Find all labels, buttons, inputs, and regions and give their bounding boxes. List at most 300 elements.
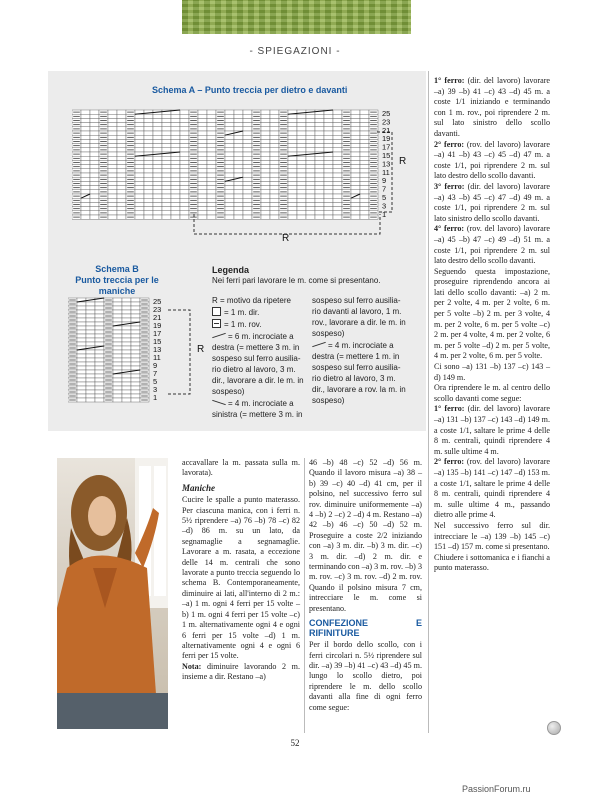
model-illustration (57, 458, 168, 729)
chart-cell (81, 152, 90, 156)
chart-cell (77, 386, 86, 390)
chart-cell (90, 207, 99, 211)
chart-cell (90, 131, 99, 135)
chart-cell (77, 370, 86, 374)
chart-cell (77, 350, 86, 354)
chart-cell (234, 211, 243, 215)
knit-stitch-icon (212, 307, 221, 316)
legend-item-repeat: R = motivo da ripetere (212, 296, 291, 305)
chart-cell (333, 114, 342, 118)
right-paragraph-4: Nel successivo ferro sul dir. intrecciare le –a) 139 –b) 145 –c) 151 –d) 157 m. come si presentano. (434, 520, 550, 552)
chart-cell (324, 181, 333, 185)
chart-cell (108, 160, 117, 164)
chart-cell (117, 194, 126, 198)
chart-cell (117, 198, 126, 202)
chart-cell (90, 202, 99, 206)
chart-cell (162, 144, 171, 148)
chart-cell (360, 177, 369, 181)
section-title: - SPIEGAZIONI - (249, 46, 341, 57)
chart-cell (153, 123, 162, 127)
chart-cell (225, 160, 234, 164)
chart-cell (135, 194, 144, 198)
chart-cell (90, 181, 99, 185)
schema-a-row-number: 9 (382, 176, 387, 186)
chart-cell (135, 131, 144, 135)
chart-cell (261, 152, 270, 156)
chart-cell (162, 181, 171, 185)
chart-cell (243, 152, 252, 156)
chart-cell (234, 169, 243, 173)
chart-cell (225, 169, 234, 173)
chart-cell (144, 194, 153, 198)
chart-cell (360, 165, 369, 169)
chart-cell (243, 181, 252, 185)
chart-cell (180, 186, 189, 190)
chart-cell (122, 378, 131, 382)
chart-cell (95, 358, 104, 362)
chart-cell (144, 190, 153, 194)
schema-b-row-number: 11 (153, 353, 161, 362)
chart-cell (315, 160, 324, 164)
chart-cell (234, 114, 243, 118)
right-paragraph-1: Seguendo questa impostazione, proseguire riprendendo ancora ai lati dello scollo davanti: –a) 2 m. per 2 volte, 4 m. per 2 volte, 6 m. per 5 volte –b) 2 m. per 3 volte, 4 m. per 2 volte, 6 m. per 5 volte –c) 2 m. per 4 volte, 4 m. per 2 volte, 6 m. per 5 volte –d) 2 m. per 5 volte, 4 m. per 2 volte, 6 m. per 5 volte. (434, 266, 550, 361)
chart-cell (306, 114, 315, 118)
chart-cell (324, 211, 333, 215)
schema-b-repeat-label: R (197, 344, 205, 355)
chart-cell (95, 378, 104, 382)
chart-cell (333, 211, 342, 215)
column-divider-right (428, 71, 429, 733)
chart-cell (207, 127, 216, 131)
chart-cell (171, 114, 180, 118)
chart-cell (122, 334, 131, 338)
chart-cell (234, 148, 243, 152)
chart-cell (81, 131, 90, 135)
schema-a-row-number: 3 (382, 201, 387, 211)
chart-cell (81, 215, 90, 219)
chart-cell (77, 334, 86, 338)
chart-cell (180, 173, 189, 177)
chart-cell (180, 110, 189, 114)
chart-cell (153, 173, 162, 177)
chart-cell (324, 131, 333, 135)
chart-cell (153, 156, 162, 160)
chart-cell (333, 198, 342, 202)
chart-cell (351, 181, 360, 185)
chart-cell (122, 354, 131, 358)
chart-cell (122, 310, 131, 314)
chart-cell (306, 127, 315, 131)
chart-cell (288, 139, 297, 143)
ferro-g1: 1° ferro: (dir. del lavoro) lavorare –a) 131 –b) 137 –c) 143 –d) 149 m. a coste 1/1, saltare le prime 4 delle 8 m. centrali, quindi riprendere 4 m. sulle ultime 4 m. (434, 404, 550, 456)
chart-cell (225, 190, 234, 194)
chart-cell (315, 173, 324, 177)
chart-cell (261, 135, 270, 139)
chart-cell (207, 198, 216, 202)
chart-cell (122, 302, 131, 306)
chart-cell (198, 190, 207, 194)
chart-cell (108, 211, 117, 215)
chart-cell (198, 123, 207, 127)
chart-cell (243, 202, 252, 206)
chart-cell (297, 156, 306, 160)
chart-cell (131, 350, 140, 354)
chart-cell (351, 202, 360, 206)
chart-cell (333, 207, 342, 211)
chart-cell (86, 342, 95, 346)
chart-cell (153, 207, 162, 211)
chart-cell (225, 144, 234, 148)
chart-cell (261, 186, 270, 190)
chart-cell (351, 156, 360, 160)
chart-cell (95, 366, 104, 370)
chart-cell (90, 114, 99, 118)
chart-cell (261, 215, 270, 219)
middle-text-2: Per il bordo dello scollo, con i ferri circolari n. 5½ riprendere sul dir. –a) 39 –b) 41 –c) 43 –d) 45 m. lungo lo scollo dietro, poi riprendere le m. dello scollo davanti alla fine di ogni ferro come segue: (309, 640, 422, 712)
chart-cell (86, 398, 95, 402)
chart-cell (122, 330, 131, 334)
chart-cell (122, 386, 131, 390)
chart-cell (122, 298, 131, 302)
chart-cell (95, 386, 104, 390)
chart-cell (77, 378, 86, 382)
chart-cell (306, 144, 315, 148)
chart-cell (108, 144, 117, 148)
chart-cell (261, 131, 270, 135)
chart-cell (234, 207, 243, 211)
chart-cell (243, 173, 252, 177)
chart-cell (315, 169, 324, 173)
chart-cell (171, 211, 180, 215)
chart-cell (225, 110, 234, 114)
chart-cell (243, 148, 252, 152)
chart-cell (288, 202, 297, 206)
chart-cell (77, 354, 86, 358)
chart-cell (324, 114, 333, 118)
chart-cell (117, 173, 126, 177)
chart-cell (95, 398, 104, 402)
heading-confezione: CONFEZIONE E RIFINITURE (309, 618, 422, 639)
chart-cell (360, 169, 369, 173)
chart-cell (81, 173, 90, 177)
chart-cell (234, 186, 243, 190)
chart-cell (207, 135, 216, 139)
chart-cell (153, 148, 162, 152)
schema-a-row-number: 25 (382, 109, 391, 118)
chart-cell (162, 131, 171, 135)
chart-cell (113, 334, 122, 338)
chart-cell (113, 342, 122, 346)
chart-cell (117, 190, 126, 194)
chart-cell (270, 148, 279, 152)
chart-cell (198, 169, 207, 173)
chart-cell (234, 165, 243, 169)
chart-cell (261, 123, 270, 127)
chart-cell (90, 177, 99, 181)
chart-cell (113, 338, 122, 342)
chart-cell (243, 156, 252, 160)
chart-cell (288, 173, 297, 177)
chart-cell (261, 177, 270, 181)
column-right (434, 76, 550, 574)
chart-cell (90, 165, 99, 169)
legend-item-cable-4-left-cont: sospeso sul ferro ausilia- rio davanti al lavoro, 1 m. rov., lavorare a dir. le m. in sospeso) (312, 296, 406, 338)
chart-cell (198, 139, 207, 143)
chart-cell (207, 165, 216, 169)
chart-cell (270, 194, 279, 198)
chart-cell (207, 123, 216, 127)
chart-cell (162, 177, 171, 181)
ferro-3: 3° ferro: (dir. del lavoro) lavorare –a) 43 –b) 45 –c) 47 –d) 49 m. a coste 1/1, poi riprendere 2 m. sul lato sinistro dello scollo davanti. (434, 181, 550, 223)
chart-cell (243, 131, 252, 135)
chart-cell (162, 114, 171, 118)
chart-cell (243, 207, 252, 211)
chart-cell (324, 177, 333, 181)
chart-cell (261, 110, 270, 114)
chart-cell (360, 127, 369, 131)
chart-cell (351, 160, 360, 164)
chart-cell (351, 131, 360, 135)
chart-cell (153, 144, 162, 148)
chart-cell (288, 135, 297, 139)
chart-cell (162, 156, 171, 160)
chart-cell (81, 186, 90, 190)
chart-cell (108, 152, 117, 156)
chart-cell (243, 194, 252, 198)
chart-cell (360, 156, 369, 160)
chart-cell (86, 386, 95, 390)
chart-cell (243, 215, 252, 219)
chart-cell (108, 139, 117, 143)
chart-cell (171, 173, 180, 177)
chart-cell (131, 362, 140, 366)
chart-cell (234, 127, 243, 131)
chart-cell (180, 156, 189, 160)
chart-cell (261, 127, 270, 131)
chart-cell (351, 165, 360, 169)
chart-cell (324, 144, 333, 148)
chart-cell (324, 160, 333, 164)
chart-cell (315, 144, 324, 148)
chart-cell (234, 194, 243, 198)
chart-cell (261, 118, 270, 122)
chart-cell (225, 139, 234, 143)
chart-cell (315, 131, 324, 135)
chart-cell (315, 135, 324, 139)
chart-cell (180, 118, 189, 122)
chart-cell (135, 148, 144, 152)
chart-cell (324, 123, 333, 127)
chart-cell (360, 144, 369, 148)
chart-cell (351, 177, 360, 181)
chart-cell (351, 211, 360, 215)
chart-cell (180, 127, 189, 131)
chart-cell (297, 160, 306, 164)
chart-cell (90, 160, 99, 164)
cable-6-right-icon (212, 333, 226, 339)
chart-cell (234, 215, 243, 219)
chart-cell (261, 139, 270, 143)
chart-cell (171, 135, 180, 139)
chart-cell (270, 177, 279, 181)
chart-cell (162, 202, 171, 206)
chart-cell (315, 114, 324, 118)
chart-cell (360, 190, 369, 194)
chart-cell (153, 127, 162, 131)
chart-cell (90, 198, 99, 202)
chart-cell (333, 148, 342, 152)
chart-cell (131, 394, 140, 398)
chart-cell (225, 135, 234, 139)
schema-a-row-number: 19 (382, 134, 391, 144)
chart-cell (81, 156, 90, 160)
chart-cell (77, 358, 86, 362)
chart-cell (243, 165, 252, 169)
chart-cell (351, 215, 360, 219)
chart-cell (324, 190, 333, 194)
chart-cell (288, 123, 297, 127)
chart-cell (117, 118, 126, 122)
chart-cell (288, 198, 297, 202)
chart-cell (86, 338, 95, 342)
chart-cell (243, 169, 252, 173)
chart-cell (360, 118, 369, 122)
chart-cell (108, 131, 117, 135)
chart-cell (288, 156, 297, 160)
chart-cell (86, 390, 95, 394)
chart-cell (198, 110, 207, 114)
chart-cell (131, 318, 140, 322)
chart-cell (306, 173, 315, 177)
ferro-1: 1° ferro: (dir. del lavoro) lavorare –a) 39 –b) 41 –c) 43 –d) 45 m. a coste 1/1 iniziando e terminando con 1 m. rov., poi riprendere 2 m. sul lato sinistro dello scollo davanti. (434, 76, 550, 138)
chart-cell (131, 306, 140, 310)
chart-cell (86, 302, 95, 306)
chart-cell (95, 382, 104, 386)
chart-cell (297, 190, 306, 194)
chart-cell (108, 148, 117, 152)
chart-cell (162, 186, 171, 190)
chart-cell (360, 194, 369, 198)
chart-cell (261, 160, 270, 164)
chart-cell (117, 202, 126, 206)
chart-cell (261, 169, 270, 173)
schema-a-repeat-label: R (399, 156, 407, 167)
chart-cell (81, 160, 90, 164)
chart-cell (225, 173, 234, 177)
schema-b-row-number: 13 (153, 345, 162, 354)
chart-cell (131, 354, 140, 358)
chart-cell (108, 181, 117, 185)
chart-cell (180, 177, 189, 181)
chart-cell (324, 202, 333, 206)
chart-cell (180, 148, 189, 152)
chart-cell (122, 374, 131, 378)
chart-cell (108, 123, 117, 127)
chart-cell (324, 207, 333, 211)
chart-cell (81, 169, 90, 173)
right-paragraph-2: Ci sono –a) 131 –b) 137 –c) 143 –d) 149 m. (434, 362, 550, 382)
chart-cell (360, 114, 369, 118)
chart-cell (135, 118, 144, 122)
chart-cell (288, 160, 297, 164)
chart-cell (122, 338, 131, 342)
chart-cell (270, 202, 279, 206)
chart-cell (261, 211, 270, 215)
chart-cell (225, 123, 234, 127)
chart-cell (153, 135, 162, 139)
chart-cell (351, 110, 360, 114)
chart-cell (153, 118, 162, 122)
chart-cell (162, 207, 171, 211)
chart-cell (225, 156, 234, 160)
schema-b-title-line2: Punto treccia per le maniche (75, 275, 159, 296)
chart-cell (162, 215, 171, 219)
legend-title: Legenda (212, 265, 250, 275)
chart-cell (324, 169, 333, 173)
chart-cell (113, 398, 122, 402)
chart-cell (113, 350, 122, 354)
chart-cell (153, 114, 162, 118)
chart-cell (81, 144, 90, 148)
chart-cell (243, 177, 252, 181)
legend-column-2 (312, 295, 410, 407)
chart-cell (261, 148, 270, 152)
chart-cell (171, 207, 180, 211)
schema-a-row-number: 21 (382, 125, 391, 135)
chart-cell (351, 190, 360, 194)
chart-cell (77, 342, 86, 346)
chart-cell (306, 131, 315, 135)
chart-cell (198, 194, 207, 198)
chart-cell (198, 211, 207, 215)
chart-cell (306, 215, 315, 219)
chart-cell (306, 194, 315, 198)
chart-cell (171, 156, 180, 160)
chart-cell (306, 118, 315, 122)
chart-cell (86, 394, 95, 398)
chart-cell (306, 123, 315, 127)
chart-cell (234, 118, 243, 122)
chart-cell (333, 177, 342, 181)
chart-cell (270, 186, 279, 190)
chart-cell (315, 211, 324, 215)
chart-cell (306, 169, 315, 173)
chart-cell (333, 202, 342, 206)
chart-cell (270, 169, 279, 173)
chart-cell (90, 148, 99, 152)
chart-cell (306, 207, 315, 211)
chart-cell (243, 123, 252, 127)
chart-cell (90, 190, 99, 194)
chart-cell (171, 139, 180, 143)
chart-cell (288, 169, 297, 173)
chart-cell (81, 123, 90, 127)
chart-cell (135, 177, 144, 181)
cable-4-left-icon (212, 400, 226, 406)
chart-cell (270, 144, 279, 148)
chart-cell (333, 181, 342, 185)
chart-cell (171, 215, 180, 219)
chart-cell (333, 186, 342, 190)
chart-cell (108, 173, 117, 177)
chart-cell (153, 139, 162, 143)
legend-item-purl: = 1 m. rov. (212, 319, 308, 330)
chart-cell (261, 173, 270, 177)
chart-cell (81, 165, 90, 169)
chart-cell (144, 114, 153, 118)
chart-cell (171, 186, 180, 190)
chart-cell (270, 156, 279, 160)
